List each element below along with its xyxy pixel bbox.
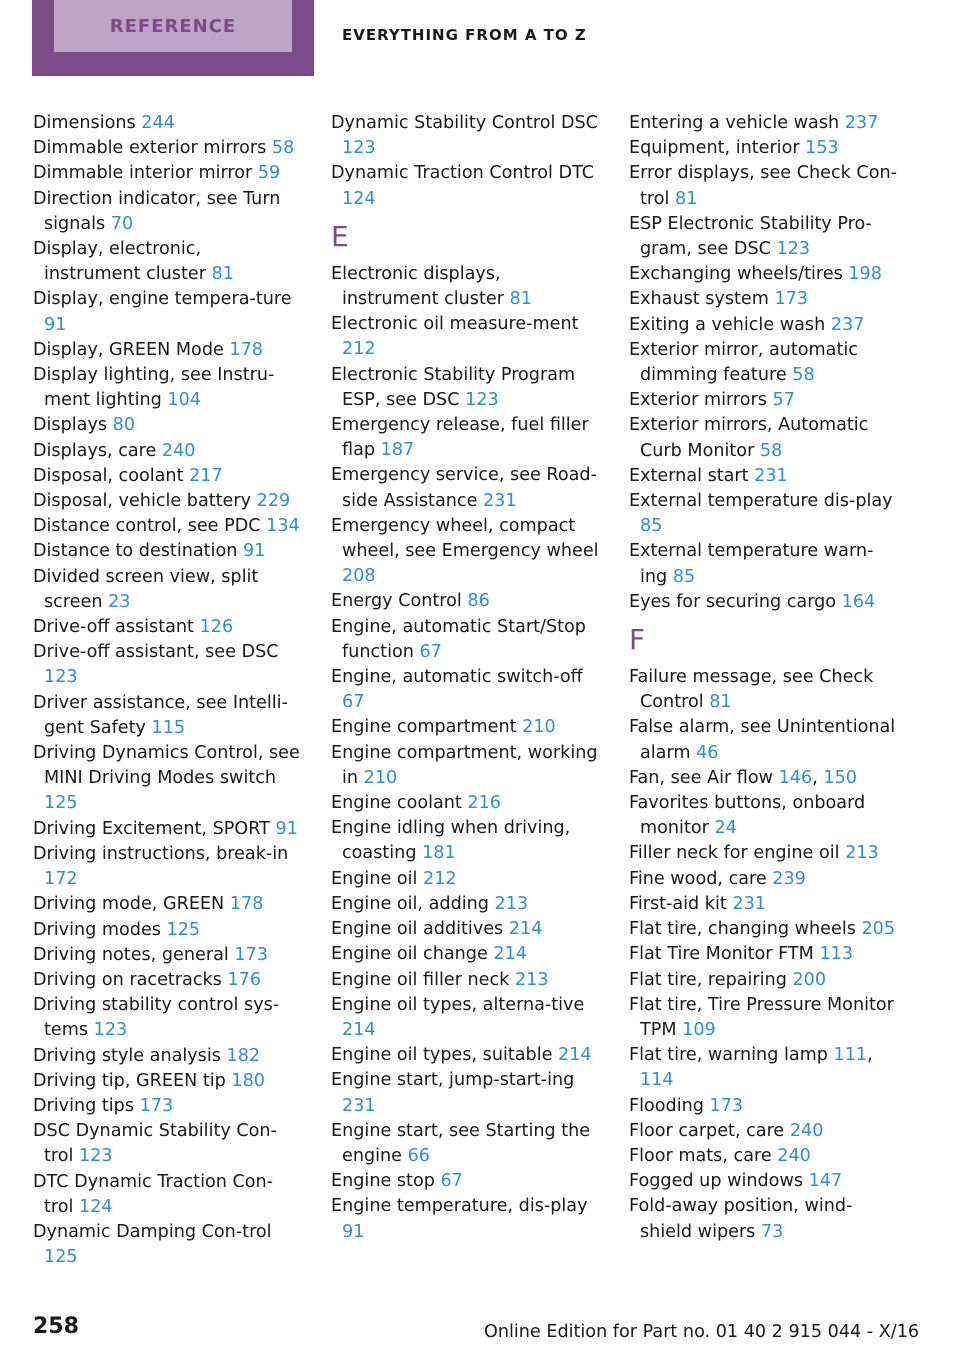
page-reference-link[interactable]: 231 xyxy=(342,1095,376,1116)
index-entry-text: Flat Tire Monitor FTM xyxy=(629,944,820,965)
index-entry xyxy=(33,111,301,136)
index-entry xyxy=(33,968,301,993)
index-entry xyxy=(629,1194,897,1244)
index-entry-text: Engine compartment xyxy=(331,717,523,738)
page-reference-link[interactable]: 213 xyxy=(494,893,529,914)
page-reference-link[interactable]: 67 xyxy=(440,1171,463,1192)
page-reference-link[interactable]: 80 xyxy=(112,415,136,436)
index-entry-text: Equipment, interior xyxy=(629,138,806,159)
page-reference-link[interactable]: 73 xyxy=(760,1221,784,1242)
index-entry-text: Engine oil additives xyxy=(331,919,509,940)
index-entry-text: External temperature dis‐play xyxy=(629,491,893,512)
index-entry-text: ESP Electronic Stability Pro‐gram, see DSC xyxy=(629,213,872,260)
page-reference-link[interactable]: 239 xyxy=(772,868,806,889)
index-entry-text: Engine oil xyxy=(331,868,424,889)
index-entry-text: Electronic oil measure‐ment xyxy=(331,314,579,335)
index-entry xyxy=(33,1069,301,1094)
index-entry xyxy=(331,968,601,993)
page-reference-link[interactable]: 231 xyxy=(732,893,766,914)
index-letter-heading: F xyxy=(629,623,646,657)
page-reference-link[interactable]: 86 xyxy=(467,591,490,612)
page-reference-link[interactable]: 123 xyxy=(93,1020,128,1041)
index-letter-heading: E xyxy=(331,219,349,253)
index-entry-text: Exterior mirrors xyxy=(629,390,773,411)
index-entry-text: Driving on racetracks xyxy=(33,969,228,990)
page-reference-link[interactable]: 198 xyxy=(848,264,882,285)
index-entry-text: Filler neck for engine oil xyxy=(629,843,846,864)
index-entry xyxy=(33,1094,301,1119)
index-entry xyxy=(33,1170,301,1220)
page-reference-link[interactable]: 24 xyxy=(714,818,737,839)
index-entry xyxy=(33,338,301,363)
index-entry xyxy=(33,237,301,287)
index-entry-text: Dynamic Traction Control DTC xyxy=(331,163,595,184)
index-entry xyxy=(331,1194,601,1244)
index-entry-text: Dynamic Stability Control DSC xyxy=(331,113,598,133)
index-entry xyxy=(629,262,897,287)
index-entry-text: Engine oil, adding xyxy=(331,893,495,914)
index-entry-text: Entering a vehicle wash xyxy=(629,113,845,133)
page-reference-link[interactable]: 173 xyxy=(774,289,809,310)
index-entry-text: Disposal, vehicle battery xyxy=(33,491,257,512)
index-entry-text: Electronic Stability Program ESP, see DSC xyxy=(331,364,576,410)
index-entry xyxy=(33,640,301,690)
index-entry-text: Energy Control xyxy=(331,591,468,612)
index-entry xyxy=(331,514,601,590)
page-reference-link[interactable]: 91 xyxy=(44,314,67,335)
index-entry xyxy=(331,363,601,413)
index-entry xyxy=(33,287,301,337)
index-entry-text: Exchanging wheels/tires xyxy=(629,264,849,285)
index-entry-text: External start xyxy=(629,465,755,486)
page-reference-link[interactable]: 124 xyxy=(79,1196,113,1217)
index-entry-text: Direction indicator, see Turn signals xyxy=(33,188,281,234)
page-reference-link[interactable]: 210 xyxy=(522,717,556,738)
index-entry-text: Fine wood, care xyxy=(629,868,773,889)
page-reference-link[interactable]: 81 xyxy=(675,188,698,209)
index-entry xyxy=(33,615,301,640)
index-entry-text: Display, electronic, instrument cluster xyxy=(33,239,212,285)
index-entry-text: Emergency service, see Road‐side Assistance xyxy=(331,465,597,511)
index-entry-text: Favorites buttons, onboard monitor xyxy=(629,793,866,839)
index-entry xyxy=(331,741,601,791)
index-entry-text: Dimensions xyxy=(33,113,142,133)
page-reference-link[interactable]: 70 xyxy=(110,213,134,234)
index-column-3 xyxy=(629,111,897,1245)
index-entry xyxy=(331,942,601,967)
page-reference-link[interactable]: 123 xyxy=(44,667,78,688)
page-reference-link[interactable]: 240 xyxy=(789,1120,824,1141)
index-entry-text: Engine, automatic Start/Stop function xyxy=(331,616,586,662)
footer-edition: Online Edition for Part no. 01 40 2 915 044 - X/16 xyxy=(484,1322,920,1342)
index-entry-text: Flat tire, repairing xyxy=(629,969,793,990)
page-reference-link[interactable]: 147 xyxy=(808,1171,843,1192)
index-entry xyxy=(629,867,897,892)
index-entry xyxy=(33,918,301,943)
index-entry xyxy=(629,287,897,312)
index-entry-text: Distance control, see PDC xyxy=(33,516,267,537)
page-reference-link[interactable]: 214 xyxy=(558,1045,592,1066)
page-reference-link[interactable]: 231 xyxy=(754,465,788,486)
page-reference-link[interactable]: 150 xyxy=(823,767,857,788)
index-entry-text: Driving tip, GREEN tip xyxy=(33,1070,232,1091)
index-entry-text: Distance to destination xyxy=(33,541,243,562)
page-reference-link[interactable]: 180 xyxy=(231,1070,266,1091)
index-entry: Flat tire, warning lamp 111, 114 xyxy=(629,1045,873,1091)
index-entry xyxy=(629,968,897,993)
index-entry xyxy=(331,161,601,211)
page-reference-link[interactable]: 81 xyxy=(211,264,234,285)
index-entry xyxy=(629,715,897,765)
index-entry-text: Electronic displays, instrument cluster xyxy=(331,263,510,310)
index-entry xyxy=(629,161,897,211)
index-entry-text: Driving Dynamics Control, see MINI Driving Modes switch xyxy=(33,743,300,789)
index-entry-text: Display, engine tempera‐ture xyxy=(33,289,292,310)
index-entry xyxy=(33,741,301,817)
index-entry-text: Engine oil filler neck xyxy=(331,969,515,990)
page-reference-link[interactable]: 176 xyxy=(227,969,262,990)
index-entry-text: Engine idling when driving, coasting xyxy=(331,818,571,864)
index-entry xyxy=(33,1119,301,1169)
index-entry: Fan, see Air flow 146, 150 xyxy=(629,767,857,788)
page-reference-link[interactable]: 216 xyxy=(467,793,501,814)
index-entry xyxy=(331,715,601,740)
page-reference-link[interactable]: 178 xyxy=(229,339,264,360)
index-column-2 xyxy=(331,111,601,1245)
index-entry-text: Driving stability control sys‐tems xyxy=(33,995,280,1041)
index-entry xyxy=(331,1169,601,1194)
page-reference-link[interactable]: 208 xyxy=(342,566,376,587)
index-entry-text: Divided screen view, split screen xyxy=(33,566,259,612)
index-entry-text: External temperature warn‐ing xyxy=(629,541,874,587)
page-reference-link[interactable]: 244 xyxy=(141,113,175,133)
page-reference-link[interactable]: 113 xyxy=(819,944,854,965)
index-entry xyxy=(33,943,301,968)
page-reference-link[interactable]: 214 xyxy=(493,944,527,965)
page-reference-link[interactable]: 66 xyxy=(407,1145,430,1166)
index-entry xyxy=(629,1169,897,1194)
index-entry-text: DTC Dynamic Traction Con‐trol xyxy=(33,1171,274,1217)
page-reference-link[interactable]: 210 xyxy=(363,767,398,788)
index-entry-text: Flat tire, changing wheels xyxy=(629,919,862,940)
index-entry-text: Dimmable exterior mirrors xyxy=(33,138,272,159)
index-entry-text: Drive-off assistant xyxy=(33,617,200,638)
index-entry xyxy=(331,1119,601,1169)
page-reference-link[interactable]: 58 xyxy=(759,440,783,461)
index-entry xyxy=(331,1068,601,1118)
page-reference-link[interactable]: 123 xyxy=(465,389,499,410)
index-entry-text: Dimmable interior mirror xyxy=(33,163,258,184)
section-title: EVERYTHING FROM A TO Z xyxy=(342,26,587,44)
index-entry xyxy=(33,514,301,539)
index-entry-text: Engine oil change xyxy=(331,944,494,965)
index-entry-text: Driving instructions, break-in xyxy=(33,843,289,864)
index-entry-text: Driving Excitement, SPORT xyxy=(33,818,276,839)
index-entry-text: Error displays, see Check Con‐trol xyxy=(629,163,897,209)
index-entry-text: Engine oil types, alterna‐tive xyxy=(331,994,585,1015)
page-reference-link[interactable]: 237 xyxy=(844,113,879,133)
page-reference-link[interactable]: 111 xyxy=(833,1045,868,1066)
index-entry-text: Exterior mirrors, Automatic Curb Monitor xyxy=(629,415,869,461)
index-entry xyxy=(33,892,301,917)
index-entry-text: Display lighting, see Instru‐ment lighting xyxy=(33,365,275,411)
index-entry xyxy=(629,212,897,262)
index-entry xyxy=(33,842,301,892)
page-reference-link[interactable]: 125 xyxy=(44,1247,78,1268)
page-reference-link[interactable]: 217 xyxy=(189,465,223,486)
page-reference-link[interactable]: 240 xyxy=(161,440,196,461)
page-reference-link[interactable]: 91 xyxy=(275,818,298,839)
index-entry xyxy=(629,539,897,589)
index-entry xyxy=(629,388,897,413)
page-reference-link[interactable]: 23 xyxy=(108,591,131,612)
index-entry-text: Drive-off assistant, see DSC xyxy=(33,642,279,663)
index-entry xyxy=(331,867,601,892)
index-entry-text: DSC Dynamic Stability Con‐trol xyxy=(33,1121,277,1167)
index-entry xyxy=(33,993,301,1043)
index-entry-text: Engine start, jump-start‐ing xyxy=(331,1070,575,1091)
page-reference-link[interactable]: 85 xyxy=(640,516,663,537)
index-entry-text: Emergency wheel, compact wheel, see Emergency wheel xyxy=(331,515,599,562)
page-reference-link[interactable]: 109 xyxy=(682,1019,716,1040)
page-reference-link[interactable]: 173 xyxy=(234,944,268,965)
page-reference-link[interactable]: 172 xyxy=(44,869,78,890)
page-reference-link[interactable]: 240 xyxy=(777,1145,811,1166)
index-entry xyxy=(629,841,897,866)
index-entry xyxy=(33,817,301,842)
index-entry xyxy=(629,665,897,715)
index-entry xyxy=(33,363,301,413)
index-entry xyxy=(629,942,897,967)
index-entry xyxy=(331,1043,601,1068)
page-reference-link[interactable]: 91 xyxy=(242,541,266,562)
index-entry-text: First-aid kit xyxy=(629,893,733,914)
index-entry xyxy=(33,413,301,438)
index-entry xyxy=(331,917,601,942)
index-entry xyxy=(629,892,897,917)
index-entry xyxy=(331,665,601,715)
page-reference-link[interactable]: 134 xyxy=(266,516,300,537)
page-reference-link[interactable]: 213 xyxy=(845,843,879,864)
index-entry xyxy=(33,464,301,489)
index-entry-text: Engine temperature, dis‐play xyxy=(331,1196,588,1217)
index-entry xyxy=(629,489,897,539)
page-reference-link[interactable]: 173 xyxy=(139,1095,174,1116)
page-reference-link[interactable]: 231 xyxy=(482,490,517,511)
index-entry xyxy=(629,791,897,841)
index-entry-text: Engine start, see Starting the engine xyxy=(331,1120,591,1166)
index-entry xyxy=(629,111,897,136)
page-reference-link[interactable]: 173 xyxy=(709,1095,744,1116)
index-entry-text: Flat tire, warning lamp xyxy=(629,1045,834,1066)
index-entry-text: Displays, care xyxy=(33,440,162,461)
page-reference-link[interactable]: 67 xyxy=(419,641,442,662)
page-reference-link[interactable]: 205 xyxy=(861,919,896,940)
index-entry xyxy=(331,312,601,362)
index-entry xyxy=(331,993,601,1043)
index-entry xyxy=(331,413,601,463)
index-entry-text: Driving mode, GREEN xyxy=(33,894,230,915)
index-entry xyxy=(629,1094,897,1119)
page-reference-link[interactable]: 214 xyxy=(342,1019,376,1040)
index-entry xyxy=(331,791,601,816)
index-entry-text: Floor mats, care xyxy=(629,1145,778,1166)
index-entry xyxy=(33,691,301,741)
index-entry-text: Driving notes, general xyxy=(33,944,235,965)
index-entry-text: Fan, see Air flow xyxy=(629,767,779,788)
page-reference-link[interactable]: 181 xyxy=(422,843,456,864)
index-entry-text: Fold-away position, wind‐shield wipers xyxy=(629,1196,853,1242)
index-entry-text: False alarm, see Unintentional alarm xyxy=(629,717,896,763)
index-entry-text: Displays xyxy=(33,415,113,436)
index-entry-text: Failure message, see Check Control xyxy=(629,667,874,713)
index-entry xyxy=(629,413,897,463)
index-entry-text: Disposal, coolant xyxy=(33,465,190,486)
page-reference-link[interactable]: 153 xyxy=(805,138,839,159)
page-reference-link[interactable]: 146 xyxy=(778,767,813,788)
page-reference-link[interactable]: 46 xyxy=(696,742,719,763)
page-reference-link[interactable]: 182 xyxy=(226,1045,261,1066)
page-reference-link[interactable]: 237 xyxy=(830,314,865,335)
index-entry-text: Exiting a vehicle wash xyxy=(629,314,831,335)
index-entry xyxy=(33,136,301,161)
page-reference-link[interactable]: 164 xyxy=(841,591,876,612)
page-reference-link[interactable]: 124 xyxy=(342,188,376,209)
page-reference-link[interactable]: 213 xyxy=(514,969,549,990)
page-reference-link[interactable]: 178 xyxy=(229,894,264,915)
index-entry xyxy=(33,1220,301,1270)
index-entry xyxy=(33,187,301,237)
section-tab xyxy=(32,0,314,76)
page-reference-link[interactable]: 115 xyxy=(151,717,186,738)
page-reference-link[interactable]: 58 xyxy=(271,138,295,159)
index-entry xyxy=(629,1144,897,1169)
page-reference-link[interactable]: 126 xyxy=(199,617,234,638)
index-entry xyxy=(33,439,301,464)
page-reference-link[interactable]: 123 xyxy=(79,1146,113,1167)
index-entry xyxy=(331,816,601,866)
page-reference-link[interactable]: 123 xyxy=(342,138,376,159)
index-entry-text: Driving modes xyxy=(33,919,167,940)
page-reference-link[interactable]: 212 xyxy=(342,339,376,360)
index-entry xyxy=(331,892,601,917)
index-entry-text: Fogged up windows xyxy=(629,1171,809,1192)
index-entry-text: Dynamic Damping Con‐trol xyxy=(33,1221,272,1242)
index-entry-text: Driver assistance, see Intelli‐gent Safety xyxy=(33,692,288,738)
index-entry-text: Engine, automatic switch-off xyxy=(331,667,583,688)
page-reference-link[interactable]: 125 xyxy=(166,919,201,940)
index-entry-text: Emergency release, fuel filler flap xyxy=(331,415,589,461)
index-entry xyxy=(629,136,897,161)
index-entry xyxy=(629,338,897,388)
index-entry xyxy=(33,539,301,564)
page-reference-link[interactable]: 81 xyxy=(709,692,732,713)
index-entry-text: Exhaust system xyxy=(629,289,775,310)
page-reference-link[interactable]: 212 xyxy=(423,868,457,889)
page-reference-link[interactable]: 81 xyxy=(509,289,532,310)
section-tab-label: REFERENCE xyxy=(54,0,292,52)
index-entry xyxy=(331,463,601,513)
index-entry-text: Engine stop xyxy=(331,1171,441,1192)
page-reference-link[interactable]: 114 xyxy=(640,1070,674,1091)
index-entry-text: Display, GREEN Mode xyxy=(33,339,230,360)
index-entry xyxy=(629,590,897,615)
index-entry xyxy=(331,111,601,161)
index-entry xyxy=(629,917,897,942)
page-reference-link[interactable]: 214 xyxy=(508,919,543,940)
index-entry-text: Driving tips xyxy=(33,1095,140,1116)
page-reference-link[interactable]: 187 xyxy=(380,440,415,461)
index-entry xyxy=(331,262,601,312)
index-entry xyxy=(33,161,301,186)
index-entry xyxy=(331,589,601,614)
page-reference-link[interactable]: 57 xyxy=(772,390,795,411)
index-entry xyxy=(33,565,301,615)
index-entry-text: Flooding xyxy=(629,1095,710,1116)
index-entry-text: Driving style analysis xyxy=(33,1045,227,1066)
index-entry-text: Engine compartment, working in xyxy=(331,742,598,788)
page-reference-link[interactable]: 85 xyxy=(672,566,696,587)
index-entry-text: Engine oil types, suitable xyxy=(331,1045,559,1066)
index-entry xyxy=(33,489,301,514)
index-entry-text: Engine coolant xyxy=(331,793,468,814)
page-reference-link[interactable]: 123 xyxy=(776,239,811,260)
page-reference-link[interactable]: 229 xyxy=(256,491,291,512)
index-column-1 xyxy=(33,111,301,1270)
index-entry-text: Eyes for securing cargo xyxy=(629,591,842,612)
index-entry xyxy=(629,993,897,1043)
page-reference-link[interactable]: 67 xyxy=(342,692,365,713)
index-entry-text: Floor carpet, care xyxy=(629,1120,790,1141)
page-number: 258 xyxy=(33,1314,79,1339)
index-entry xyxy=(629,1119,897,1144)
page-reference-link[interactable]: 59 xyxy=(257,163,281,184)
index-entry xyxy=(33,1044,301,1069)
index-entry-text: Flat tire, Tire Pressure Monitor TPM xyxy=(629,994,894,1040)
index-entry xyxy=(331,615,601,665)
index-entry-text: Exterior mirror, automatic dimming feature xyxy=(629,339,858,386)
page-reference-link[interactable]: 125 xyxy=(44,793,78,814)
index-entry xyxy=(629,464,897,489)
page-reference-link[interactable]: 58 xyxy=(792,365,815,386)
index-entry xyxy=(629,313,897,338)
page-reference-link[interactable]: 200 xyxy=(792,969,827,990)
page-reference-link[interactable]: 104 xyxy=(167,390,201,411)
page-reference-link[interactable]: 91 xyxy=(342,1221,365,1242)
